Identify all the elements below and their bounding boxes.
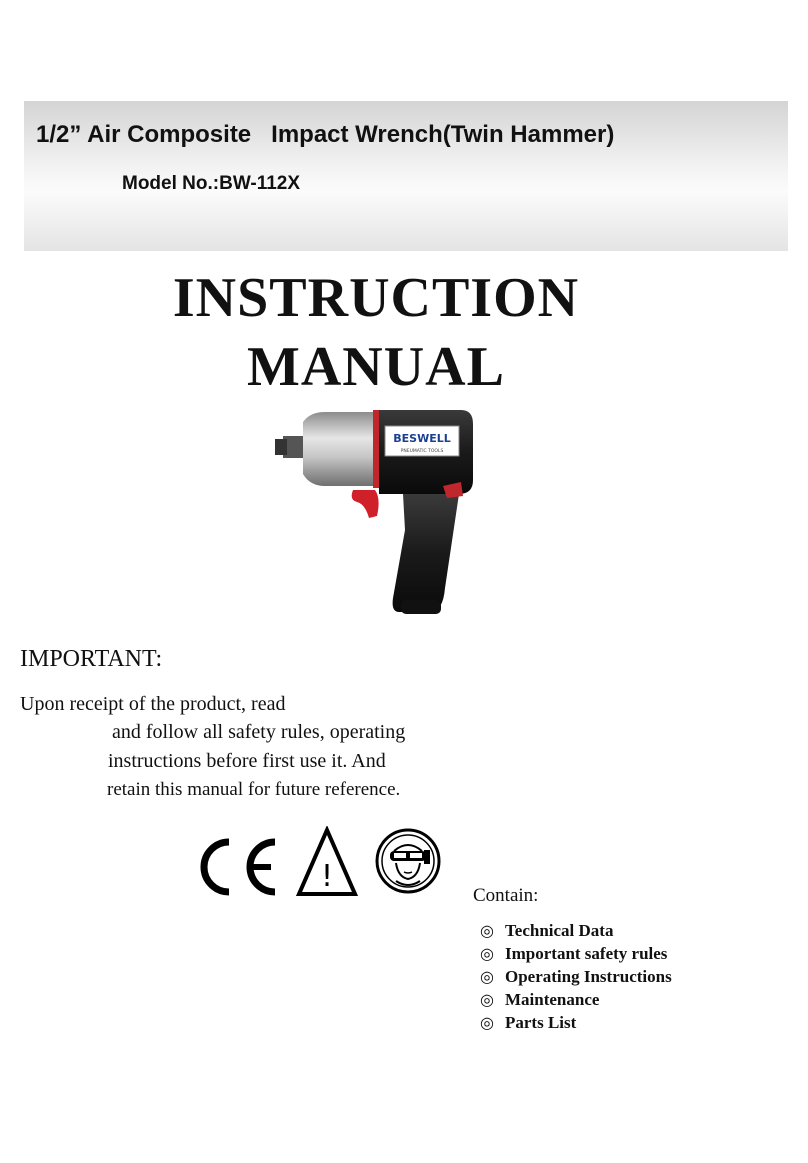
bullet-icon: ◎ [480, 1014, 494, 1032]
brand-subtext: PNEUMATIC TOOLS [400, 449, 444, 454]
contents-item-label: Technical Data [505, 920, 614, 940]
brand-logo-text: BESWELL [393, 432, 451, 445]
bullet-icon: ◎ [480, 991, 494, 1009]
important-heading: IMPORTANT: [20, 646, 163, 672]
contents-item [480, 1011, 672, 1034]
eye-protection-icon [374, 827, 442, 895]
hammer-case [303, 412, 377, 486]
contents-item [480, 919, 672, 942]
header-banner [24, 101, 788, 251]
important-line-2: and follow all safety rules, operating [112, 721, 406, 743]
manual-title-line2: MANUAL [247, 336, 505, 398]
contents-item [480, 942, 672, 965]
contents-item [480, 988, 672, 1011]
warning-triangle-icon [296, 826, 358, 898]
air-inlet [401, 600, 441, 614]
handle [393, 494, 459, 612]
contents-item-label: Operating Instructions [505, 966, 672, 986]
important-line-1: Upon receipt of the product, read [20, 693, 286, 715]
ce-mark-icon [193, 836, 279, 898]
manual-title-line1: INSTRUCTION [172, 267, 580, 329]
impact-wrench-image [265, 400, 515, 625]
contents-item-label: Important safety rules [505, 943, 668, 963]
anvil-square [275, 439, 287, 455]
bullet-icon: ◎ [480, 945, 494, 963]
contents-list [480, 919, 672, 1034]
contents-label: Contain: [473, 885, 539, 906]
trigger [352, 490, 379, 518]
bullet-icon: ◎ [480, 922, 494, 940]
svg-text:!: ! [320, 859, 334, 894]
product-title: 1/2” Air Composite Impact Wrench(Twin Hammer) [36, 121, 615, 148]
contents-item [480, 965, 672, 988]
important-line-4: retain this manual for future reference. [107, 779, 401, 800]
contents-item-label: Parts List [505, 1012, 577, 1032]
important-line-3: instructions before first use it. And [108, 750, 386, 772]
model-number: Model No.:BW-112X [122, 173, 301, 194]
contents-item-label: Maintenance [505, 989, 600, 1009]
bullet-icon: ◎ [480, 968, 494, 986]
